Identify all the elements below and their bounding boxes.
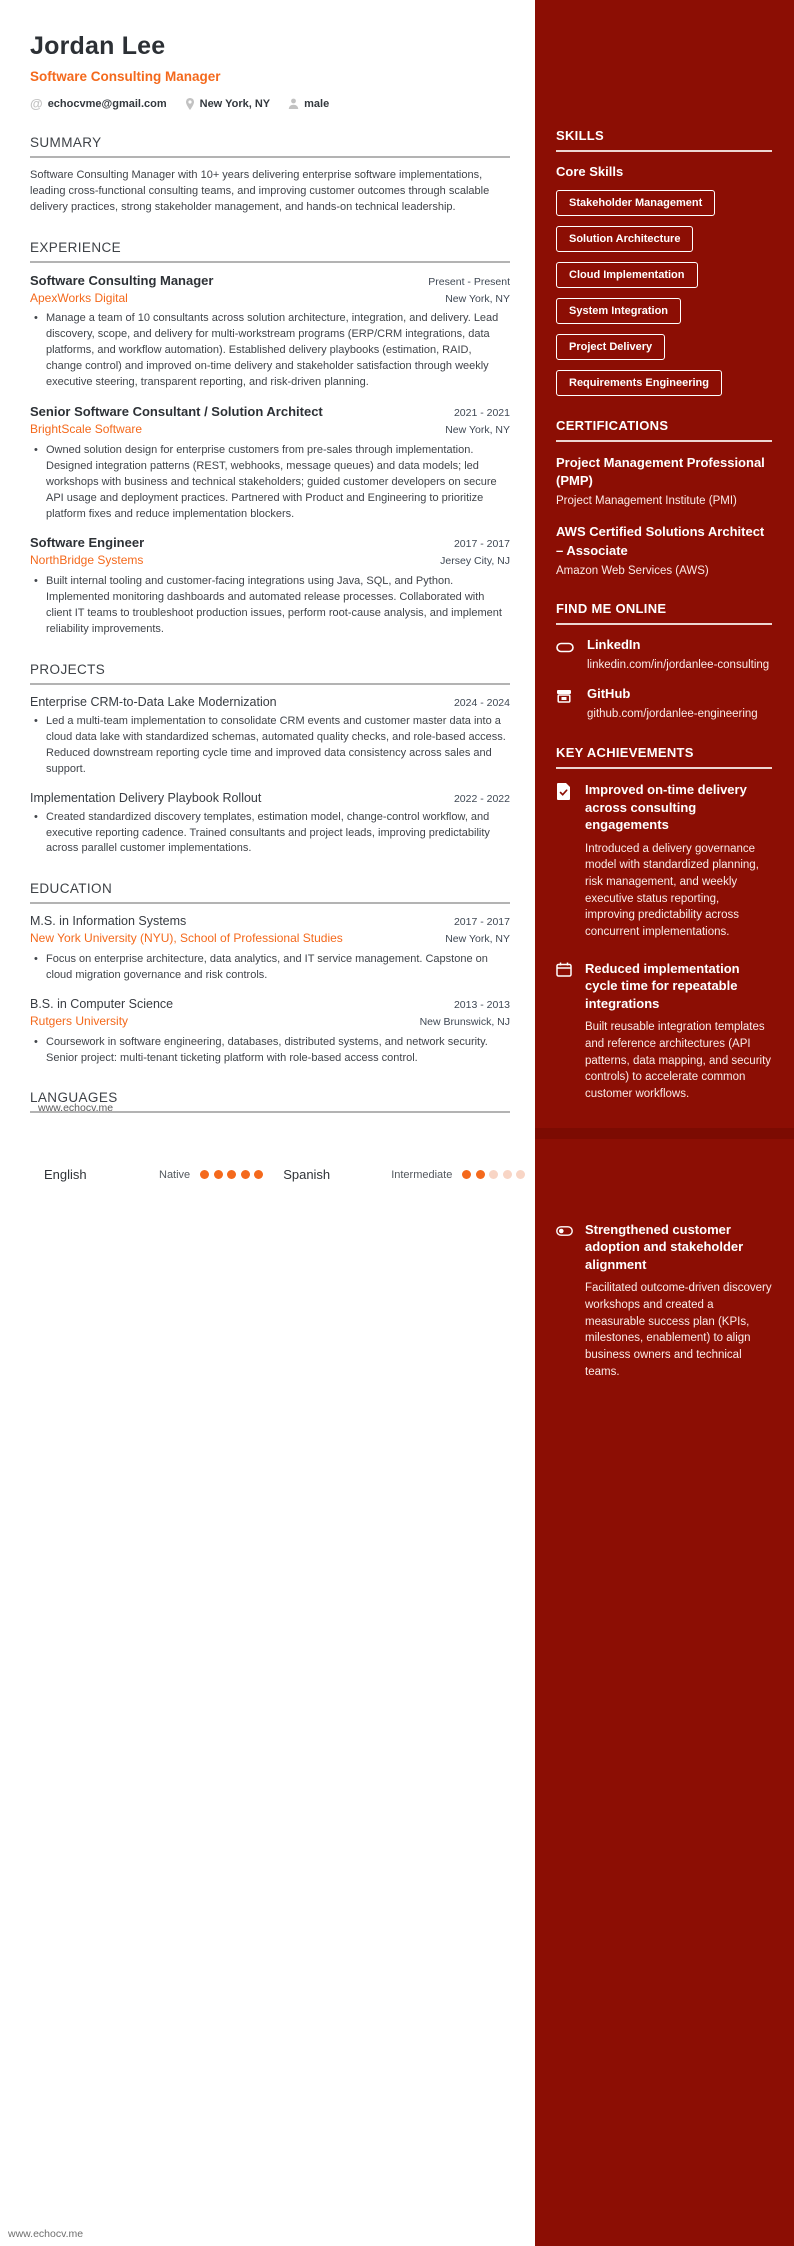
experience-entry (30, 273, 510, 391)
achievement-title: Strengthened customer adoption and stakeholder alignment (585, 1221, 744, 1272)
page2-footer-url[interactable]: www.echocv.me (8, 2228, 84, 2240)
education-divider (30, 902, 510, 904)
certification-name: AWS Certified Solutions Architect – Associate (556, 524, 765, 558)
certifications-section (556, 418, 772, 579)
experience-entry (30, 404, 510, 522)
experience-divider (30, 261, 510, 263)
degree-title: M.S. in Information Systems (30, 914, 187, 929)
key-achievements-divider (556, 767, 772, 769)
email-value[interactable]: echocvme@gmail.com (47, 97, 167, 110)
certifications-divider (556, 440, 772, 442)
projects-divider (30, 683, 510, 685)
contact-gender (288, 98, 329, 110)
skill-pill: Stakeholder Management (556, 190, 715, 216)
online-link-item (556, 637, 772, 674)
education-bullet: • Coursework in software engineering, databases, distributed systems, and network security. Senior project: multi-tenant ticketing platform with role-based access control. (34, 1035, 510, 1067)
document-check-icon (556, 781, 573, 941)
summary-text: Software Consulting Manager with 10+ years delivering enterprise software implementations, leading cross-functional consulting teams, and improving customer outcomes through scalable delivery practices, strong stakeholder management, and hands-on technical leadership. (30, 169, 490, 213)
page1-footer-url[interactable]: www.echocv.me (38, 1102, 114, 1114)
achievement-body: Introduced a delivery governance model with standardized planning, risk management, and weekly executive status reporting, improving predictability across concurrent implementations. (585, 842, 759, 938)
summary-section (30, 135, 510, 216)
skills-heading: SKILLS (556, 128, 605, 143)
find-me-online-divider (556, 623, 772, 625)
achievement-item (556, 1221, 772, 1381)
page-break-band (535, 1128, 794, 1139)
skills-section (556, 128, 772, 396)
experience-section (30, 240, 510, 638)
online-link-url[interactable]: github.com/jordanlee-engineering (587, 708, 758, 721)
education-entry (30, 914, 510, 984)
location-pin-icon (185, 98, 195, 110)
online-link-label[interactable]: LinkedIn (587, 636, 641, 652)
key-achievements-section (556, 745, 772, 1380)
job-location: Jersey City, NJ (440, 555, 510, 568)
skill-pill: Cloud Implementation (556, 262, 698, 288)
sidebar (535, 0, 794, 2246)
toggle-icon (556, 1221, 573, 1381)
achievement-item (556, 960, 772, 1103)
education-heading: EDUCATION (30, 881, 113, 897)
projects-heading: PROJECTS (30, 661, 106, 677)
summary-heading: SUMMARY (30, 135, 102, 150)
online-link-url[interactable]: linkedin.com/in/jordanlee-consulting (587, 658, 770, 671)
skill-pill: Project Delivery (556, 334, 665, 360)
online-link-item (556, 686, 772, 723)
skills-group-label: Core Skills (556, 164, 624, 179)
job-bullet: • Owned solution design for enterprise customers from pre-sales through implementation. Designed integration patterns (REST, webhooks, message queues) and data models; led workshops with business and technical stakeholders; guided customer developers on secure API usage and deployment practices. Partnered with Product and Engineering to prioritize platform fixes and reduce implementation blockers. (34, 443, 510, 523)
language-name: Spanish (283, 1167, 331, 1182)
certification-issuer: Project Management Institute (PMI) (556, 495, 737, 508)
main-column (0, 0, 535, 1123)
project-title: Implementation Delivery Playbook Rollout (30, 790, 262, 805)
job-dates: 2021 - 2021 (453, 407, 510, 420)
linkedin-icon (556, 637, 574, 674)
person-name: Jordan Lee (30, 32, 166, 60)
skill-pill: Requirements Engineering (556, 370, 722, 396)
email-icon: @ (30, 96, 43, 111)
project-bullet: • Led a multi-team implementation to consolidate CRM events and customer master data into a cloud data lake with standardized schemas, automated quality checks, and role-based access. Reduced downstream reporting cycle time and improved data consistency across sales and support. (34, 714, 510, 778)
project-entry (30, 791, 510, 858)
find-me-online-section (556, 601, 772, 723)
project-title: Enterprise CRM-to-Data Lake Modernization (30, 694, 277, 709)
contact-row (30, 96, 510, 111)
job-bullet: • Manage a team of 10 consultants across solution architecture, integration, and delivery. Lead discovery, scope, and delivery for multi-workstream programs (ERP/CRM integrations, data platforms, and workflow automation). Established delivery playbooks (estimation, RAID, change control) and improved on-time delivery and stakeholder satisfaction through weekly executive steering, transparent reporting, and risk-driven planning. (34, 311, 510, 391)
calendar-icon (556, 960, 573, 1103)
job-bullet: • Built internal tooling and customer-facing integrations using Java, SQL, and Python. Implemented monitoring dashboards and automated release processes. Collaborated with client IT teams to troubleshoot production issues, perform root-cause analysis, and implement reliability improvements. (34, 574, 510, 638)
certification-item (556, 523, 772, 578)
contact-location (185, 98, 271, 110)
education-dates: 2013 - 2013 (453, 998, 510, 1011)
job-dates: Present - Present (428, 275, 510, 288)
achievement-title: Reduced implementation cycle time for repeatable integrations (585, 960, 740, 1011)
key-achievements-heading: KEY ACHIEVEMENTS (556, 744, 694, 760)
achievement-title: Improved on-time delivery across consulting engagements (585, 781, 747, 833)
language-level-dots (200, 1170, 263, 1179)
find-me-online-heading: FIND ME ONLINE (556, 600, 667, 616)
certification-name: Project Management Professional (PMP) (556, 455, 765, 489)
online-link-label[interactable]: GitHub (587, 686, 631, 702)
certifications-heading: CERTIFICATIONS (556, 418, 669, 433)
languages-row (44, 1167, 545, 1182)
skills-divider (556, 150, 772, 152)
school-name: New York University (NYU), School of Professional Studies (30, 931, 343, 946)
job-title: Software Consulting Manager (30, 272, 214, 288)
education-location: New York, NY (445, 933, 510, 946)
job-dates: 2017 - 2017 (453, 538, 510, 551)
education-location: New Brunswick, NJ (419, 1015, 510, 1028)
company-name: ApexWorks Digital (30, 290, 128, 305)
achievement-item (556, 781, 772, 941)
degree-title: B.S. in Computer Science (30, 996, 174, 1011)
school-name: Rutgers University (30, 1013, 129, 1028)
language-level-dots (462, 1170, 525, 1179)
project-dates: 2024 - 2024 (453, 696, 510, 709)
gender-value: male (304, 97, 330, 110)
language-level: Native (159, 1168, 191, 1181)
job-location: New York, NY (445, 292, 510, 305)
education-entry (30, 997, 510, 1067)
skill-pill: Solution Architecture (556, 226, 693, 252)
language-name: English (44, 1167, 87, 1182)
projects-section (30, 662, 510, 858)
location-value: New York, NY (199, 97, 271, 110)
job-title: Software Engineer (30, 535, 145, 551)
education-dates: 2017 - 2017 (453, 916, 510, 929)
language-level: Intermediate (391, 1168, 453, 1181)
project-entry (30, 695, 510, 778)
contact-email (30, 96, 167, 111)
person-title: Software Consulting Manager (30, 69, 221, 84)
summary-divider (30, 156, 510, 158)
project-bullet: • Created standardized discovery templates, estimation model, change-control workflow, and executive reporting cadence. Trained consultants and project leads, improving predictability across parallel customer implementations. (34, 810, 510, 858)
achievement-body: Facilitated outcome-driven discovery workshops and created a measurable success plan (KPIs, milestones, enablement) to align business owners and technical teams. (585, 1282, 772, 1378)
github-icon (556, 686, 574, 723)
achievement-body: Built reusable integration templates and reference architectures (API patterns, data mapping, and security controls) to accelerate common customer workflows. (585, 1021, 772, 1100)
certification-item (556, 454, 772, 509)
job-title: Senior Software Consultant / Solution Architect (30, 404, 323, 420)
company-name: BrightScale Software (30, 422, 143, 437)
person-icon (288, 98, 299, 109)
project-dates: 2022 - 2022 (453, 792, 510, 805)
education-bullet: • Focus on enterprise architecture, data analytics, and IT service management. Capstone on cloud migration governance and risk controls. (34, 952, 510, 984)
certification-issuer: Amazon Web Services (AWS) (556, 564, 709, 577)
experience-heading: EXPERIENCE (30, 239, 122, 255)
education-section (30, 881, 510, 1066)
job-location: New York, NY (445, 424, 510, 437)
company-name: NorthBridge Systems (30, 553, 144, 568)
experience-entry (30, 535, 510, 637)
skill-pill: System Integration (556, 298, 681, 324)
languages-heading: LANGUAGES (30, 1090, 118, 1106)
